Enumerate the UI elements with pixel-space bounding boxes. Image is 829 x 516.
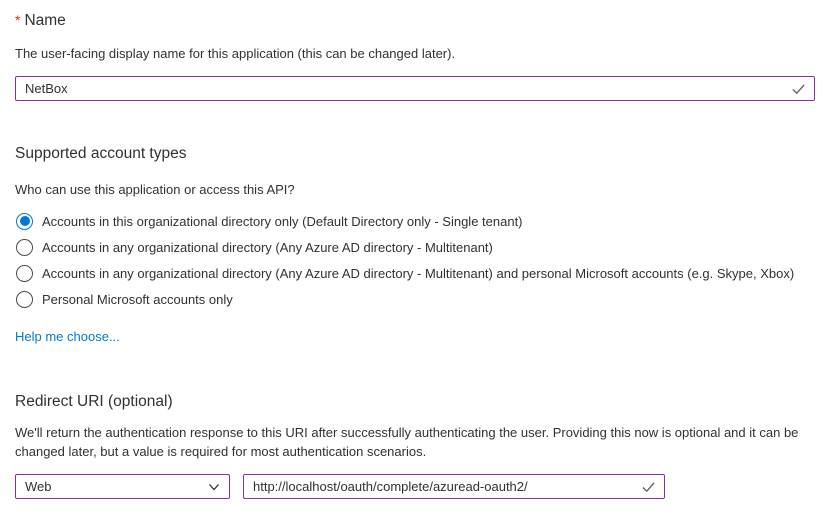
radio-option-personal-only[interactable] (15, 286, 815, 312)
platform-type-selected-value: Web (25, 479, 52, 494)
chevron-down-icon[interactable] (207, 480, 221, 494)
name-input[interactable] (15, 76, 815, 101)
platform-type-select[interactable] (15, 474, 230, 499)
name-section-heading (15, 10, 815, 31)
radio-icon[interactable] (16, 239, 33, 256)
account-types-question: Who can use this application or access this API? (15, 182, 295, 197)
redirect-uri-input-container (243, 474, 665, 499)
radio-option-multitenant-personal[interactable] (15, 260, 815, 286)
account-types-radio-group (15, 208, 815, 312)
help-me-choose-link[interactable]: Help me choose... (15, 329, 120, 344)
radio-option-multitenant[interactable] (15, 234, 815, 260)
required-asterisk: * (15, 12, 21, 28)
redirect-uri-input[interactable] (243, 474, 665, 499)
radio-icon[interactable] (16, 291, 33, 308)
redirect-uri-description: We'll return the authentication response to this URI after successfully authenticating the user. Providing this now is optional and it can be changed later, but a value is required for most authentication scenarios. (15, 425, 799, 459)
radio-option-label: Personal Microsoft accounts only (42, 291, 233, 307)
radio-option-label: Accounts in any organizational directory (Any Azure AD directory - Multitenant) and personal Microsoft accounts (e.g. Skype, Xbox) (42, 265, 795, 281)
radio-option-label: Accounts in this organizational directory only (Default Directory only - Single tenant) (42, 213, 523, 229)
radio-icon[interactable] (16, 213, 33, 230)
app-registration-form (0, 10, 829, 499)
account-types-heading: Supported account types (15, 145, 187, 162)
redirect-uri-heading: Redirect URI (optional) (15, 393, 173, 410)
radio-option-label: Accounts in any organizational directory (Any Azure AD directory - Multitenant) (42, 239, 493, 255)
radio-option-single-tenant[interactable] (15, 208, 815, 234)
name-label: Name (24, 12, 66, 29)
radio-icon[interactable] (16, 265, 33, 282)
name-description: The user-facing display name for this application (this can be changed later). (15, 46, 456, 61)
redirect-uri-row (15, 474, 815, 499)
name-input-container (15, 76, 815, 101)
